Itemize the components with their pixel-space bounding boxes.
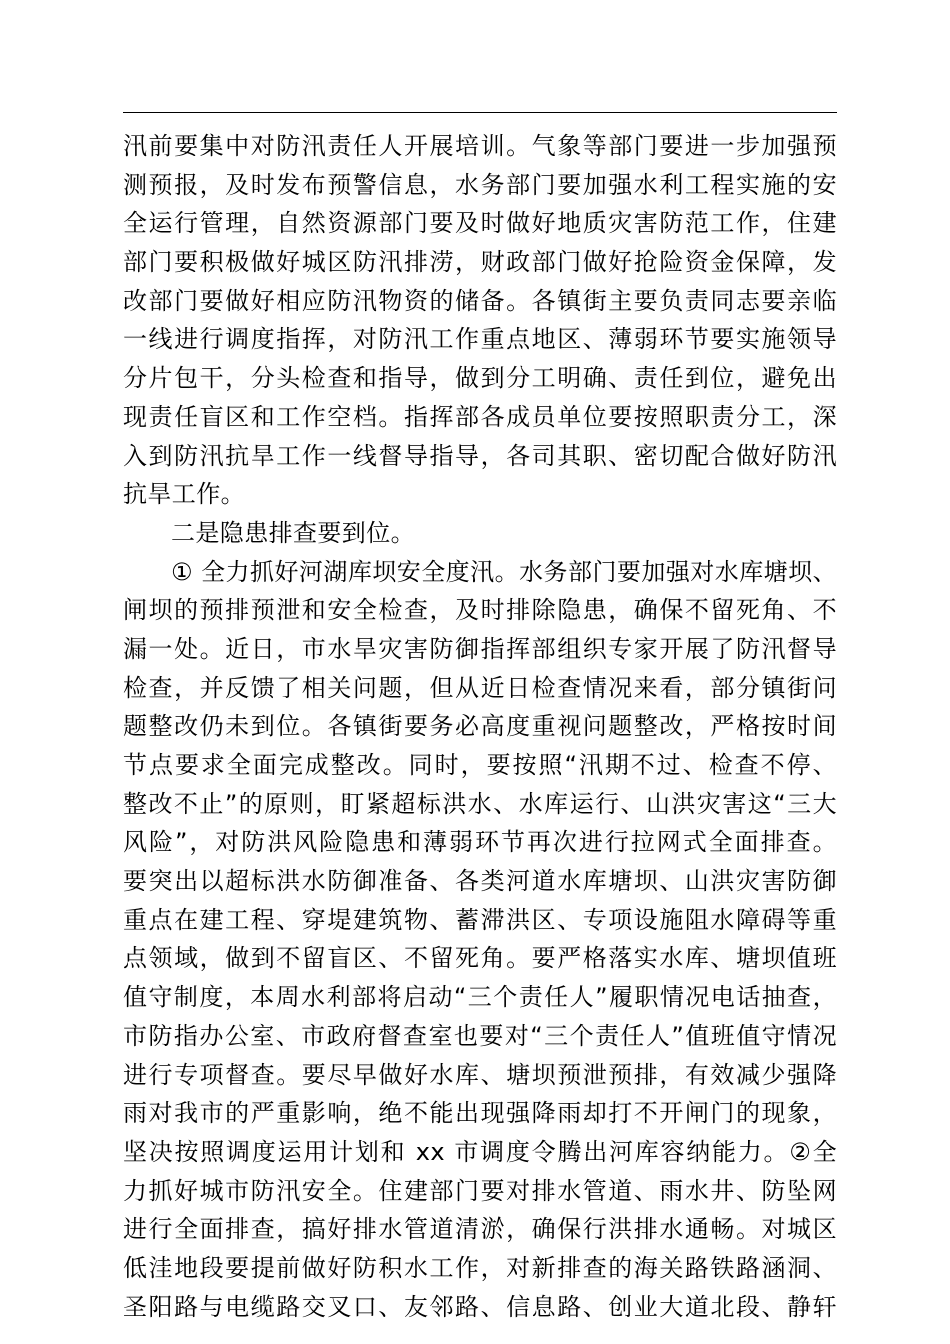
text-line-21: 重点在建工程、穿堤建筑物、蓄滞洪区、专项设施阻水障碍等重 <box>123 905 837 934</box>
text-line-29: 进行全面排查，搞好排水管道清淤，确保行洪排水通畅。对城区 <box>123 1215 837 1244</box>
text-line-5: 改部门要做好相应防汛物资的储备。各镇街主要负责同志要亲临 <box>123 286 837 315</box>
text-line-3: 全运行管理，自然资源部门要及时做好地质灾害防范工作，住建 <box>123 209 837 238</box>
text-line-9: 入到防汛抗旱工作一线督导指导，各司其职、密切配合做好防汛 <box>123 441 837 470</box>
text-line-2: 测预报，及时发布预警信息，水务部门要加强水利工程实施的安 <box>123 170 837 199</box>
text-line-26: 雨对我市的严重影响，绝不能出现强降雨却打不开闸门的现象， <box>123 1099 837 1128</box>
text-line-10: 抗旱工作。 <box>123 480 245 509</box>
text-line-28: 力抓好城市防汛安全。住建部门要对排水管道、雨水井、防坠网 <box>123 1176 837 1205</box>
header-rule <box>123 112 837 113</box>
text-line-31: 圣阳路与电缆路交叉口、友邻路、信息路、创业大道北段、静轩 <box>123 1292 837 1321</box>
text-line-4: 部门要积极做好城区防汛排涝，财政部门做好抢险资金保障，发 <box>123 248 837 277</box>
text-line-14: 漏一处。近日，市水旱灾害防御指挥部组织专家开展了防汛督导 <box>123 634 837 663</box>
text-line-25: 进行专项督查。要尽早做好水库、塘坝预泄预排，有效减少强降 <box>123 1060 837 1089</box>
text-line-13: 闸坝的预排预泄和安全检查，及时排除隐患，确保不留死角、不 <box>123 596 837 625</box>
text-line-6: 一线进行调度指挥，对防汛工作重点地区、薄弱环节要实施领导 <box>123 325 837 354</box>
text-line-1: 汛前要集中对防汛责任人开展培训。气象等部门要进一步加强预 <box>123 132 837 160</box>
text-line-8: 现责任盲区和工作空档。指挥部各成员单位要按照职责分工，深 <box>123 402 837 431</box>
text-line-12: ① 全力抓好河湖库坝安全度汛。水务部门要加强对水库塘坝、 <box>171 557 837 586</box>
text-line-22: 点领域，做到不留盲区、不留死角。要严格落实水库、塘坝值班 <box>123 944 837 973</box>
text-line-16: 题整改仍未到位。各镇街要务必高度重视问题整改，严格按时间 <box>123 712 837 741</box>
section-heading-2: 二是隐患排查要到位。 <box>171 518 415 547</box>
text-line-15: 检查，并反馈了相关问题，但从近日检查情况来看，部分镇街问 <box>123 673 837 702</box>
text-line-23: 值守制度，本周水利部将启动“三个责任人”履职情况电话抽查， <box>123 983 837 1012</box>
text-line-18: 整改不止”的原则，盯紧超标洪水、水库运行、山洪灾害这“三大 <box>123 789 837 818</box>
text-line-24: 市防指办公室、市政府督查室也要对“三个责任人”值班值守情况 <box>123 1021 837 1050</box>
text-line-20: 要突出以超标洪水防御准备、各类河道水库塘坝、山洪灾害防御 <box>123 867 837 896</box>
text-line-27: 坚决按照调度运用计划和 xx 市调度令腾出河库容纳能力。②全 <box>123 1137 837 1166</box>
text-line-30: 低洼地段要提前做好防积水工作，对新排查的海关路铁路涵洞、 <box>123 1253 837 1282</box>
document-body <box>123 127 837 1326</box>
text-line-19: 风险”，对防洪风险隐患和薄弱环节再次进行拉网式全面排查。 <box>123 828 837 857</box>
text-line-7: 分片包干，分头检查和指导，做到分工明确、责任到位，避免出 <box>123 364 837 393</box>
text-line-17: 节点要求全面完成整改。同时，要按照“汛期不过、检查不停、 <box>123 751 837 779</box>
